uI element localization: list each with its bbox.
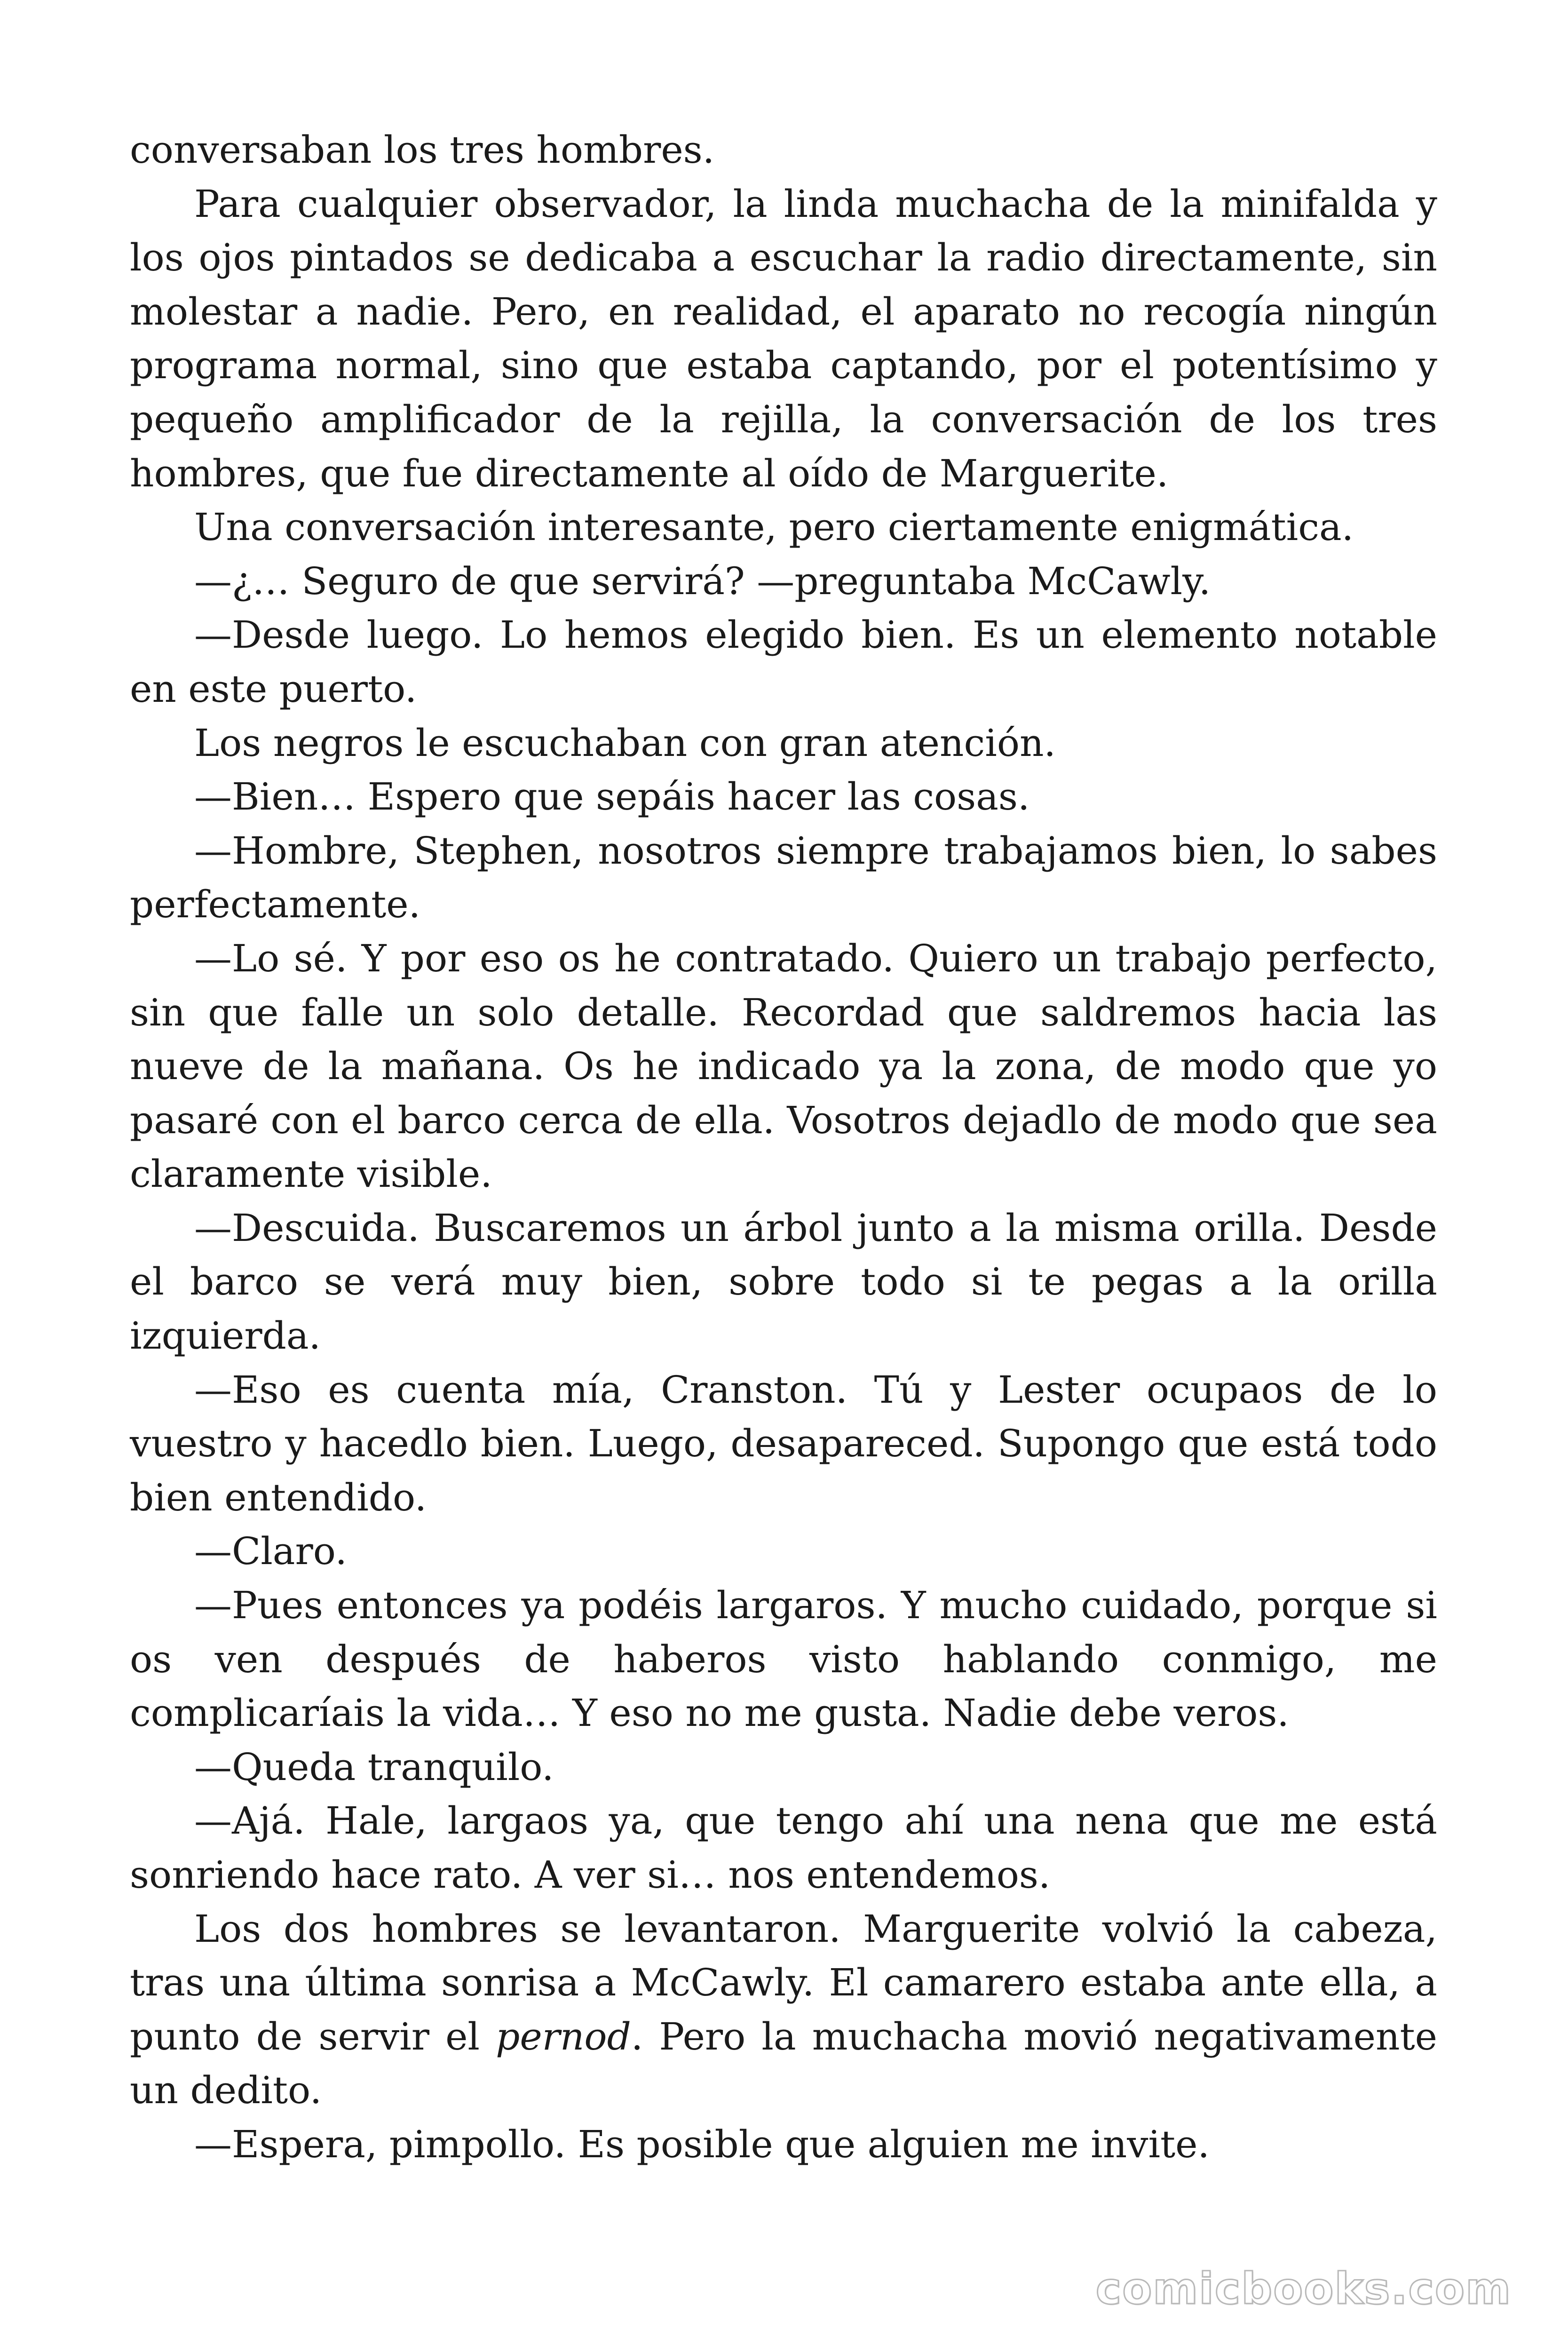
paragraph: —Bien… Espero que sepáis hacer las cosas.: [194, 775, 1030, 819]
italic-word: pernod: [496, 2014, 631, 2058]
paragraph: [130, 1902, 1437, 2118]
paragraph: Los negros le escuchaban con gran atención.: [194, 721, 1056, 765]
paragraph: —¿… Seguro de que servirá? —preguntaba McCawly.: [194, 559, 1211, 603]
body-text: [130, 123, 1437, 2172]
paragraph: —Queda tranquilo.: [194, 1745, 554, 1789]
paragraph: conversaban los tres hombres.: [130, 128, 715, 172]
paragraph: Una conversación interesante, pero ciertamente enigmática.: [194, 505, 1354, 549]
paragraph: —Desde luego. Lo hemos elegido bien. Es un elemento notable en este puerto.: [130, 613, 1437, 711]
paragraph-text-after: . Pero la muchacha movió negativamente un dedito.: [130, 2014, 1438, 2113]
paragraph: —Claro.: [194, 1529, 347, 1573]
paragraph: —Lo sé. Y por eso os he contratado. Quiero un trabajo perfecto, sin que falle un solo detalle. Recordad que saldremos hacia las nueve de la mañana. Os he indicado ya la zona, de modo que yo pasaré con el barco cerca de ella. Vosotros dejadlo de modo que sea claramente visible.: [130, 936, 1437, 1196]
paragraph: —Pues entonces ya podéis largaros. Y mucho cuidado, porque si os ven después de haberos visto hablando conmigo, me complicaríais la vida… Y eso no me gusta. Nadie debe veros.: [130, 1583, 1437, 1735]
paragraph: —Eso es cuenta mía, Cranston. Tú y Lester ocupaos de lo vuestro y hacedlo bien. Luego, desapareced. Supongo que está todo bien entendido.: [130, 1367, 1437, 1519]
paragraph: —Descuida. Buscaremos un árbol junto a la misma orilla. Desde el barco se verá muy bien, sobre todo si te pegas a la orilla izquierda.: [130, 1206, 1437, 1358]
watermark: comicbooks.com: [1095, 2264, 1512, 2314]
paragraph: —Espera, pimpollo. Es posible que alguien me invite.: [194, 2122, 1210, 2166]
paragraph: —Hombre, Stephen, nosotros siempre trabajamos bien, lo sabes perfectamente.: [130, 828, 1437, 927]
paragraph: —Ajá. Hale, largaos ya, que tengo ahí una nena que me está sonriendo hace rato. A ver si… nos entendemos.: [130, 1799, 1437, 1897]
paragraph: Para cualquier observador, la linda muchacha de la minifalda y los ojos pintados se dedicaba a escuchar la radio directamente, sin molestar a nadie. Pero, en realidad, el aparato no recogía ningún programa normal, sino que estaba captando, por el potentísimo y pequeño amplificador de la rejilla, la conversación de los tres hombres, que fue directamente al oído de Marguerite.: [130, 182, 1437, 495]
paragraph-text: Los dos hombres se levantaron. Marguerite volvió la cabeza, tras una última sonrisa a McCawly. El camarero estaba ante ella, a punto de servir el: [130, 1907, 1437, 2058]
